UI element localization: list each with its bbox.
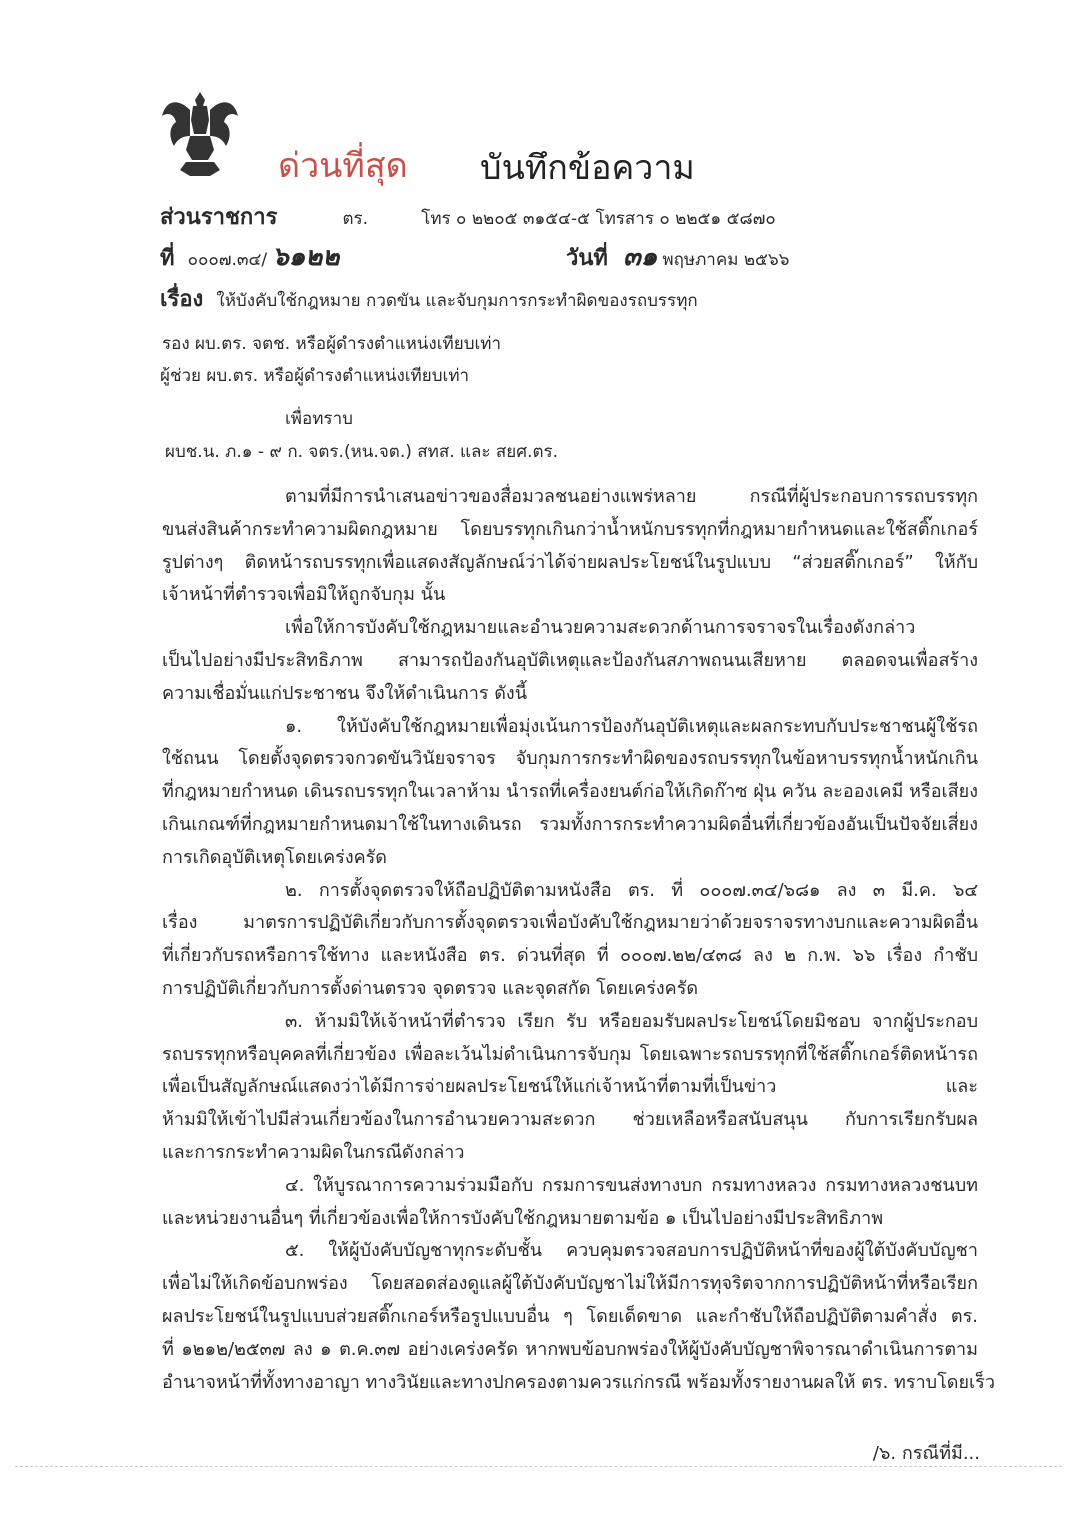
paragraph-line: เจ้าหน้าที่ตำรวจเพื่อมิให้ถูกจับกุม นั้น (162, 584, 446, 606)
subject-row (160, 281, 698, 316)
paragraph (162, 1235, 995, 1399)
paragraph-line: ผลประโยชน์ในรูปแบบส่วยสติ๊กเกอร์หรือรูปแบบอื่น ๆ โดยเด็ดขาด และกำชับให้ถือปฏิบัติตามคำสั่ง ตร. (162, 1305, 978, 1327)
paragraph-line: ห้ามมิให้เข้าไปมีส่วนเกี่ยวข้องในการอำนวยความสะดวก ช่วยเหลือหรือสนับสนุน กับการเรียกรับผล (162, 1109, 978, 1131)
date-row (566, 236, 789, 277)
subject-text: ให้บังคับใช้กฎหมาย กวดขัน และจับกุมการกระทำผิดของรถบรรทุก (216, 291, 698, 311)
continued-marker: /๖. กรณีที่มี... (872, 1443, 980, 1464)
paragraph-line: ที่ ๑๒๑๒/๒๕๓๗ ลง ๑ ต.ค.๓๗ อย่างเคร่งครัด หากพบข้อบกพร่องให้ผู้บังคับบัญชาพิจารณาดำเนินการตาม (162, 1338, 978, 1360)
paragraph-line: เพื่อเป็นสัญลักษณ์แสดงว่าได้มีการจ่ายผลประโยชน์ให้แก่เจ้าหน้าที่ตามที่เป็นข่าว และ (162, 1076, 978, 1098)
reference-prefix: ๐๐๐๗.๓๔/ (187, 250, 268, 270)
subject-label: เรื่อง (160, 287, 204, 312)
paragraph-line: เกินเกณฑ์ที่กฎหมายกำหนดมาใช้ในทางเดินรถ รวมทั้งการกระทำความผิดอื่นที่เกี่ยวข้องอันเป็นปัจจัยเสี่ยง (162, 813, 978, 835)
paragraph-line: และการกระทำความผิดในกรณีดังกล่าว (162, 1141, 465, 1163)
phone-fax: โทร ๐ ๒๒๐๕ ๓๑๕๔-๕ โทรสาร ๐ ๒๒๕๑ ๕๘๗๐ (421, 209, 776, 229)
paragraph (162, 481, 978, 612)
reference-number: ๖๑๒๒ (272, 242, 340, 272)
memo-body (162, 481, 995, 1399)
paragraph (162, 1006, 978, 1170)
for-information: เพื่อทราบ (285, 409, 353, 429)
recipient-2: ผู้ช่วย ผบ.ตร. หรือผู้ดำรงตำแหน่งเทียบเท่า (160, 366, 470, 386)
paragraph-line: ความเชื่อมั่นแก่ประชาชน จึงให้ดำเนินการ ดังนี้ (162, 682, 528, 704)
page-edge-divider (15, 1466, 1062, 1467)
agency-value: ตร. (342, 209, 369, 229)
paragraph-line: การเกิดอุบัติเหตุโดยเคร่งครัด (162, 846, 387, 868)
paragraph-line: ที่กฎหมายกำหนด เดินรถบรรทุกในเวลาห้าม นำรถที่เครื่องยนต์ก่อให้เกิดก๊าซ ฝุ่น ควัน ละอองเคมี หรือเสียง (162, 781, 978, 803)
paragraph-line: อำนาจหน้าที่ทั้งทางอาญา ทางวินัยและทางปกครองตามควรแก่กรณี พร้อมทั้งรายงานผลให้ ตร. ทราบโดยเร็ว (162, 1371, 995, 1393)
paragraph-line: ๔. ให้บูรณาการความร่วมมือกับ กรมการขนส่งทางบก กรมทางหลวง กรมทางหลวงชนบท (285, 1174, 978, 1196)
paragraph-line: การปฏิบัติเกี่ยวกับการตั้งด่านตรวจ จุดตรวจ และจุดสกัด โดยเคร่งครัด (162, 977, 699, 999)
paragraph-line: ๒. การตั้งจุดตรวจให้ถือปฏิบัติตามหนังสือ ตร. ที่ ๐๐๐๗.๓๔/๖๘๑ ลง ๓ มี.ค. ๖๔ (285, 879, 978, 901)
paragraph-line: ใช้ถนน โดยตั้งจุดตรวจกวดขันวินัยจราจร จับกุมการกระทำผิดของรถบรรทุกในข้อหาบรรทุกน้ำหนักเกิน (162, 748, 978, 770)
paragraph-line: ๑. ให้บังคับใช้กฎหมายเพื่อมุ่งเน้นการป้องกันอุบัติเหตุและผลกระทบกับประชาชนผู้ใช้รถ (285, 715, 978, 737)
paragraph-line: ขนส่งสินค้ากระทำความผิดกฎหมาย โดยบรรทุกเกินกว่าน้ำหนักบรรทุกที่กฎหมายกำหนดและใช้สติ๊กเกอร์ (162, 518, 978, 540)
recipient-3: ผบช.น. ภ.๑ - ๙ ก. จตร.(หน.จต.) สทส. และ สยศ.ตร. (165, 442, 559, 462)
garuda-emblem-icon (160, 88, 240, 180)
paragraph (162, 612, 978, 710)
paragraph-line: รถบรรทุกหรือบุคคลที่เกี่ยวข้อง เพื่อละเว้นไม่ดำเนินการจับกุม โดยเฉพาะรถบรรทุกที่ใช้สติ๊กเกอร์ติดหน้ารถ (162, 1043, 978, 1065)
paragraph (162, 711, 978, 875)
paragraph-line: ๕. ให้ผู้บังคับบัญชาทุกระดับชั้น ควบคุมตรวจสอบการปฏิบัติหน้าที่ของผู้ใต้บังคับบัญชา (285, 1240, 978, 1262)
document-type-title: บันทึกข้อความ (480, 148, 695, 188)
paragraph-line: เรื่อง มาตรการปฏิบัติเกี่ยวกับการตั้งจุดตรวจเพื่อบังคับใช้กฎหมายว่าด้วยจราจรทางบกและความผิดอื่น (162, 912, 978, 934)
paragraph-line: ตามที่มีการนำเสนอข่าวของสื่อมวลชนอย่างแพร่หลาย กรณีที่ผู้ประกอบการรถบรรทุก (285, 486, 978, 507)
agency-row (160, 199, 776, 234)
agency-label: ส่วนราชการ (160, 205, 278, 230)
paragraph-line: และหน่วยงานอื่นๆ ที่เกี่ยวข้องเพื่อให้การบังคับใช้กฎหมายตามข้อ ๑ เป็นไปอย่างมีประสิทธิภาพ (162, 1207, 884, 1229)
paragraph (162, 1170, 978, 1236)
paragraph-line: รูปต่างๆ ติดหน้ารถบรรทุกเพื่อแสดงสัญลักษณ์ว่าได้จ่ายผลประโยชน์ในรูปแบบ “ส่วยสติ๊กเกอร์” ให้กับ (162, 551, 978, 573)
paragraph-line: ๓. ห้ามมิให้เจ้าหน้าที่ตำรวจ เรียก รับ หรือยอมรับผลประโยชน์โดยมิชอบ จากผู้ประกอบ (285, 1010, 978, 1032)
paragraph-line: ที่เกี่ยวกับรถหรือการใช้ทาง และหนังสือ ตร. ด่วนที่สุด ที่ ๐๐๐๗.๒๒/๔๓๘ ลง ๒ ก.พ. ๖๖ เรื่อง กำชับ (162, 945, 978, 967)
date-day: ๓๑ (623, 242, 658, 272)
reference-row (160, 236, 340, 277)
paragraph-line: เพื่อให้การบังคับใช้กฎหมายและอำนวยความสะดวกด้านการจราจรในเรื่องดังกล่าว (285, 617, 916, 639)
paragraph-line: เป็นไปอย่างมีประสิทธิภาพ สามารถป้องกันอุบัติเหตุและป้องกันสภาพถนนเสียหาย ตลอดจนเพื่อสร้าง (162, 649, 978, 671)
reference-label: ที่ (160, 246, 175, 271)
date-label: วันที่ (566, 246, 608, 271)
paragraph-line: เพื่อไม่ให้เกิดข้อบกพร่อง โดยสอดส่องดูแลผู้ใต้บังคับบัญชาไม่ให้มีการทุจริตจากการปฏิบัติหน้าที่หรือเรียก (162, 1273, 978, 1295)
date-month-year: พฤษภาคม ๒๕๖๖ (662, 250, 790, 270)
recipient-1: รอง ผบ.ตร. จตช. หรือผู้ดำรงตำแหน่งเทียบเท่า (162, 334, 502, 354)
paragraph (162, 875, 978, 1006)
urgency-label: ด่วนที่สุด (278, 146, 408, 186)
